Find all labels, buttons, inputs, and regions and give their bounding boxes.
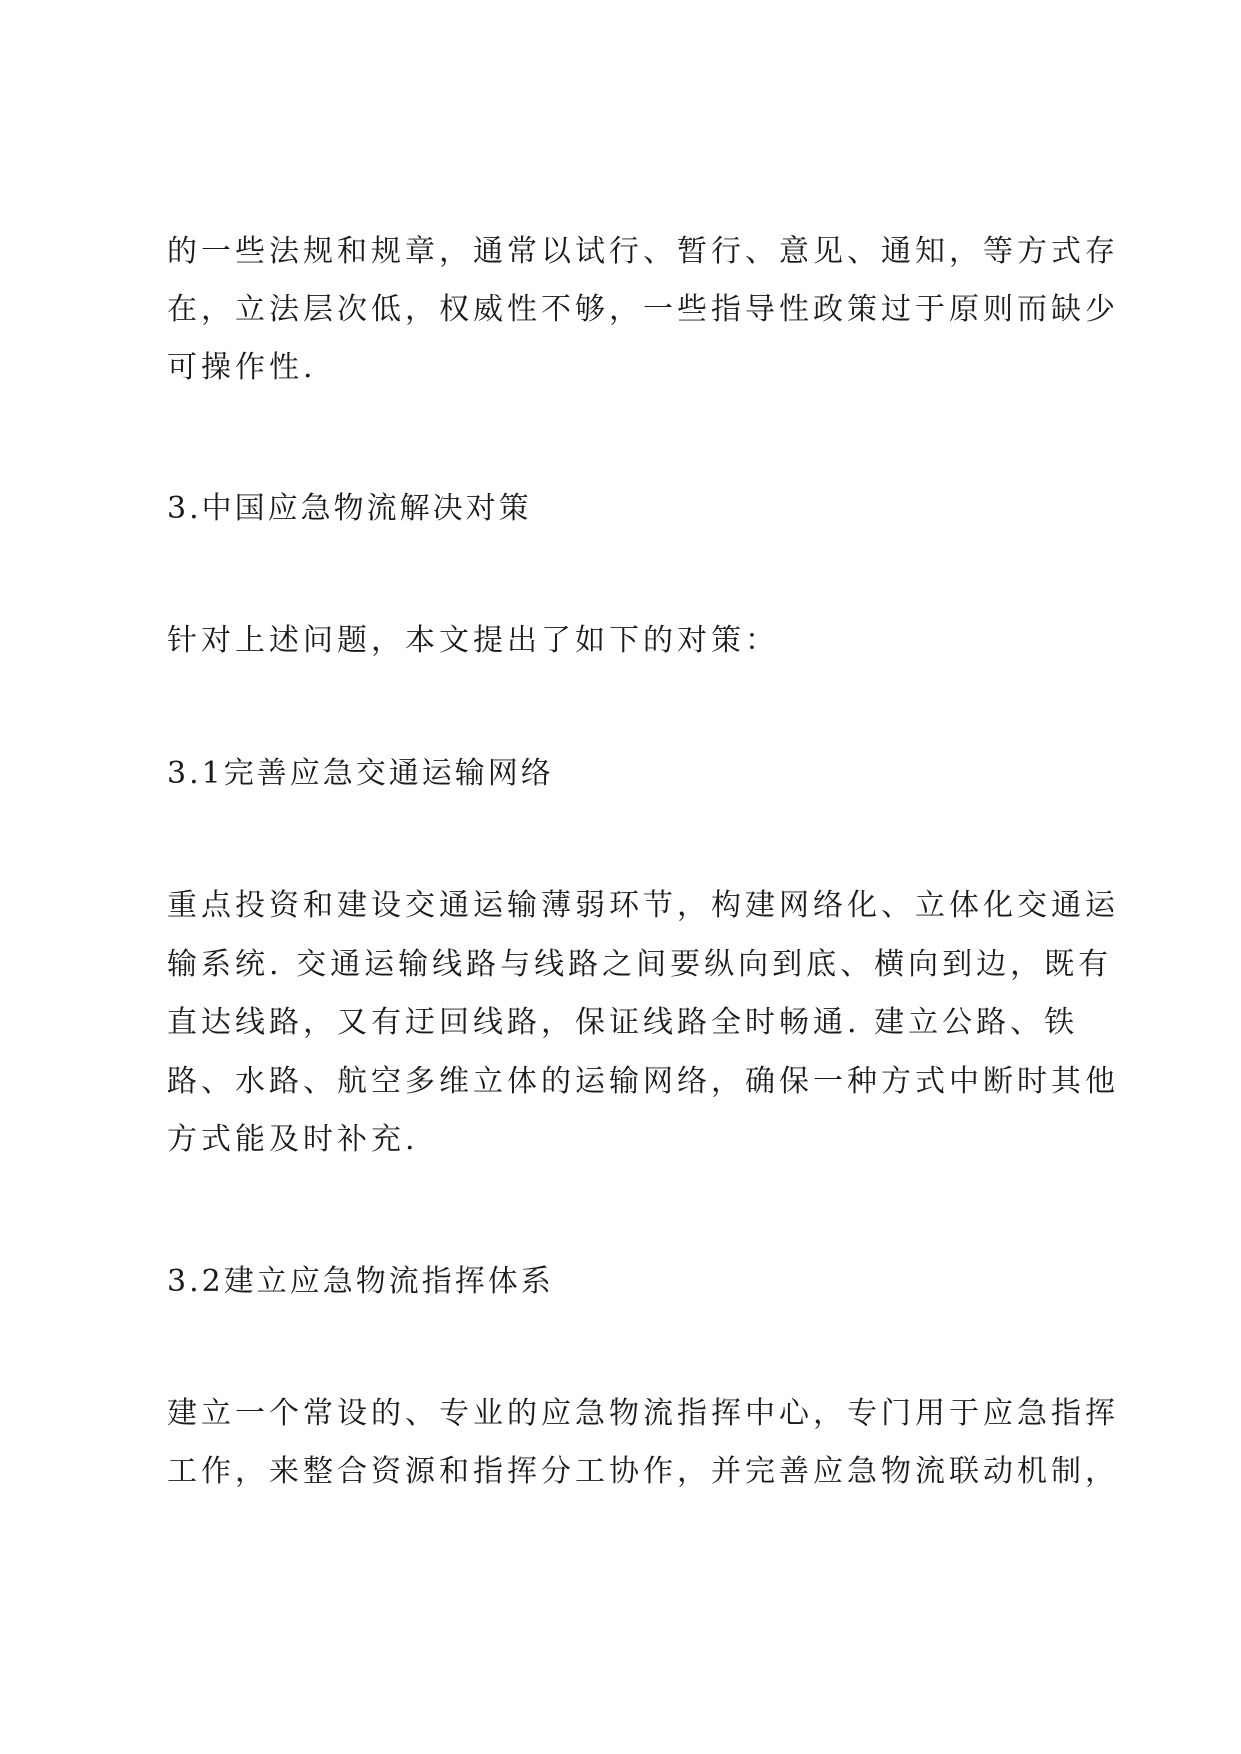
- section-heading: 3.中国应急物流解决对策: [167, 491, 532, 526]
- paragraph-line: 方式能及时补充.: [167, 1122, 419, 1157]
- paragraph-line: 的一些法规和规章，通常以试行、暂行、意见、通知，等方式存: [167, 234, 1119, 269]
- subsection-heading: 3.1完善应急交通运输网络: [167, 756, 554, 791]
- paragraph-line: 可操作性.: [167, 350, 317, 385]
- paragraph-line: 直达线路，又有迂回线路，保证线路全时畅通. 建立公路、铁: [167, 1005, 1079, 1040]
- paragraph-line: 建立一个常设的、专业的应急物流指挥中心，专门用于应急指挥: [167, 1396, 1119, 1431]
- paragraph-line: 工作，来整合资源和指挥分工协作，并完善应急物流联动机制，: [167, 1454, 1119, 1489]
- paragraph-line: 路、水路、航空多维立体的运输网络，确保一种方式中断时其他: [167, 1064, 1119, 1099]
- paragraph-line: 输系统. 交通运输线路与线路之间要纵向到底、横向到边，既有: [167, 947, 1113, 982]
- intro-line: 针对上述问题，本文提出了如下的对策：: [167, 623, 779, 658]
- paragraph-line: 重点投资和建设交通运输薄弱环节，构建网络化、立体化交通运: [167, 888, 1119, 923]
- paragraph-line: 在，立法层次低，权威性不够，一些指导性政策过于原则而缺少: [167, 292, 1119, 327]
- subsection-heading: 3.2建立应急物流指挥体系: [167, 1264, 554, 1299]
